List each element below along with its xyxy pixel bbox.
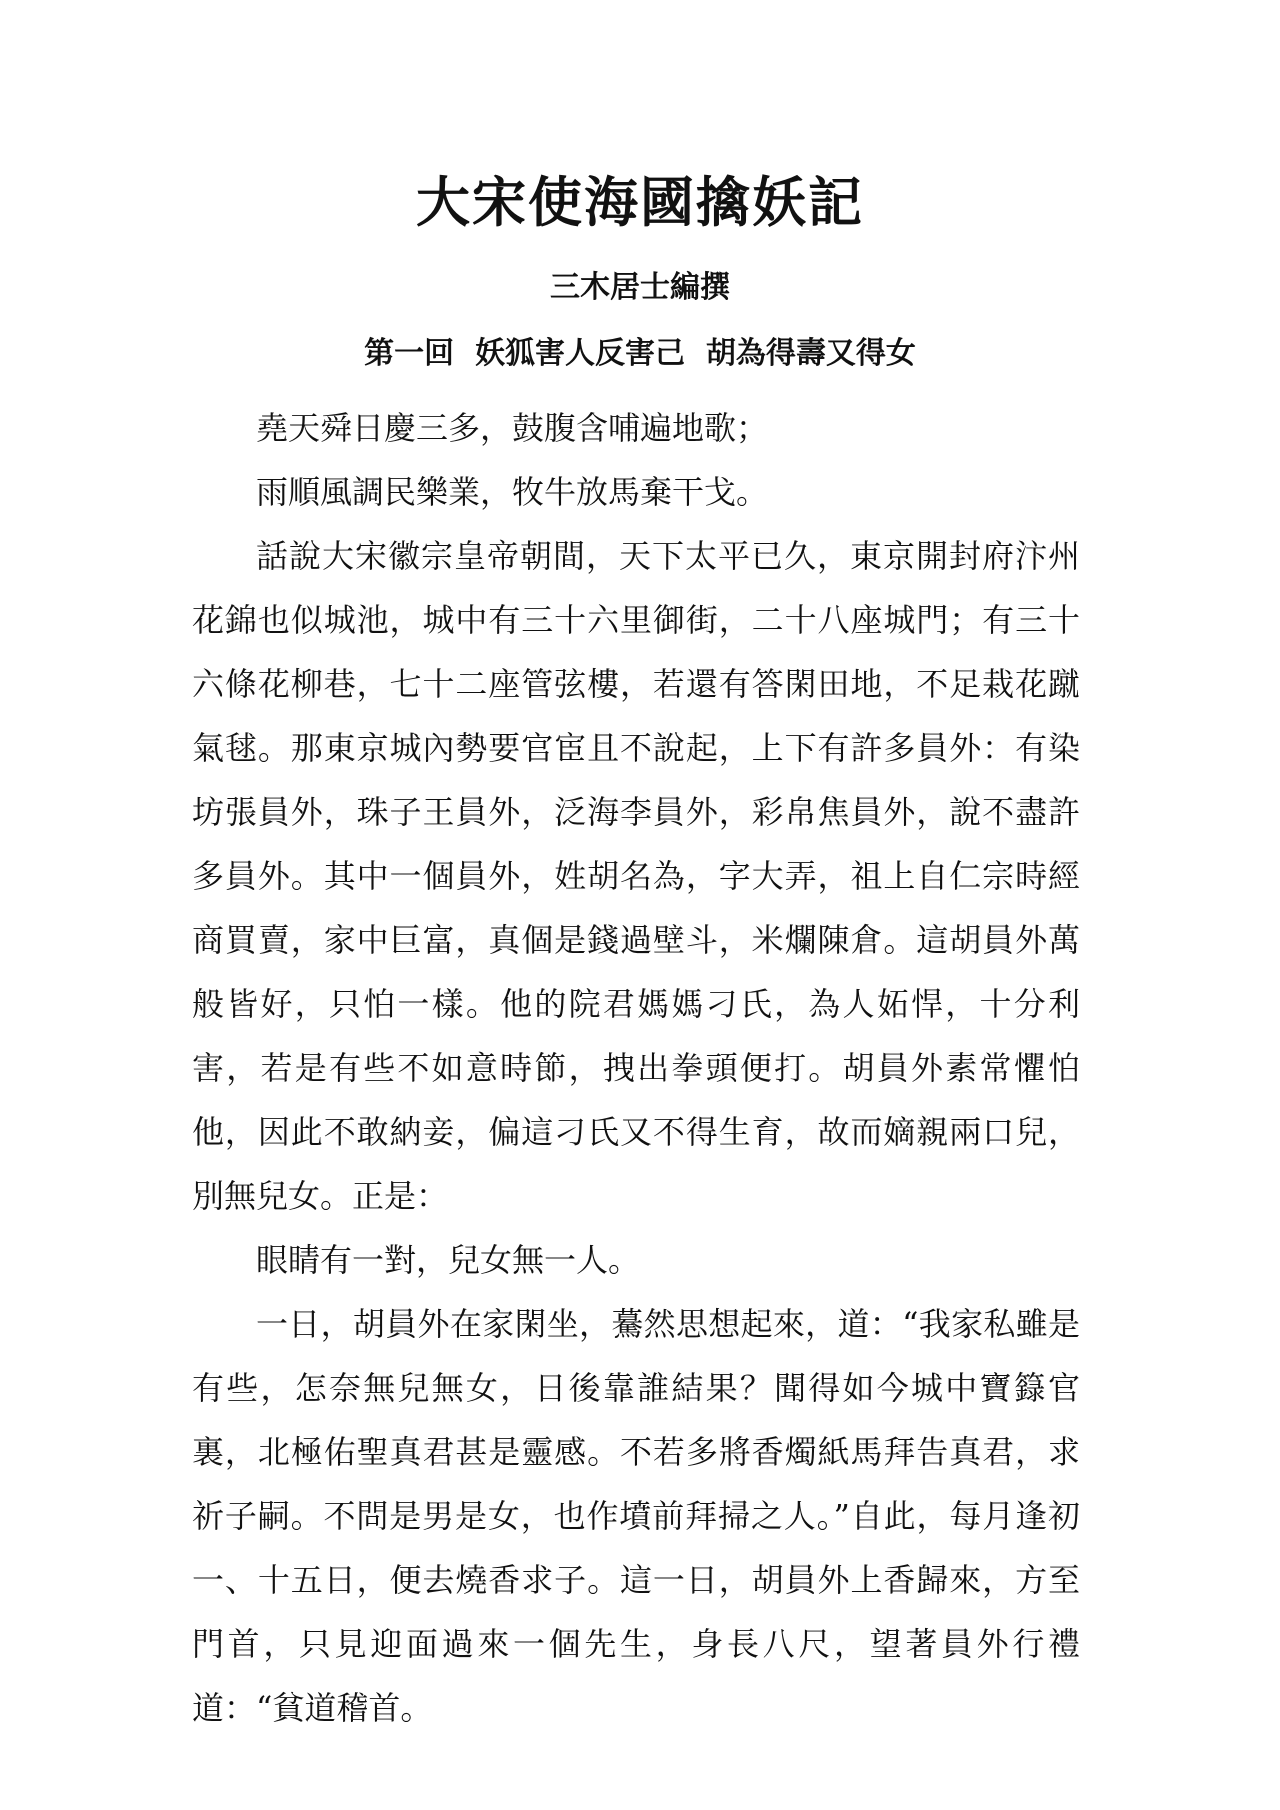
- poem-line-1: 堯天舜日慶三多，鼓腹含哺遍地歌；: [256, 409, 769, 447]
- poem-line-3: 眼睛有一對，兒女無一人。: [256, 1241, 641, 1279]
- document-title: 大宋使海國擒妖記: [416, 171, 864, 234]
- paragraph-1: 話說大宋徽宗皇帝朝間，天下太平已久，東京開封府汴州花錦也似城池，城中有三十六里御街，二十八座城門；有三十六條花柳巷，七十二座管弦樓，若還有答閑田地，不足栽花蹴氣毬。那東京城內勢要官宦且不說起，上下有許多員外：有染坊張員外，珠子王員外，泛海李員外，彩帛焦員外，說不盡許多員外。其中一個員外，姓胡名為，字大弄，祖上自仁宗時經商買賣，家中巨富，真個是錢過壁斗，米爛陳倉。這胡員外萬般皆好，只怕一樣。他的院君媽媽刁氏，為人妬悍，十分利害，若是有些不如意時節，拽出拳頭便打。胡員外素常懼怕他，因此不敢納妾，偏這刁氏又不得生育，故而嫡親兩口兒，別無兒女。正是：: [192, 537, 1080, 1215]
- paragraph-2: 一日，胡員外在家閑坐，驀然思想起來，道：“我家私雖是有些，怎奈無兒無女，日後靠誰結果？聞得如今城中寶籙官裏，北極佑聖真君甚是靈感。不若多將香燭紙馬拜告真君，求祈子嗣。不問是男是女，也作墳前拜掃之人。”自此，每月逢初一、十五日，便去燒香求子。這一日，胡員外上香歸來，方至門首，只見迎面過來一個先生，身長八尺，望著員外行禮道：“貧道稽首。: [192, 1305, 1080, 1727]
- author-line: 三木居士編撰: [550, 270, 730, 305]
- poem-line-2: 雨順風調民樂業，牧牛放馬棄干戈。: [256, 473, 769, 511]
- chapter-heading: 第一回 妖狐害人反害己 胡為得壽又得女: [364, 336, 916, 371]
- body-text: [192, 396, 1080, 1740]
